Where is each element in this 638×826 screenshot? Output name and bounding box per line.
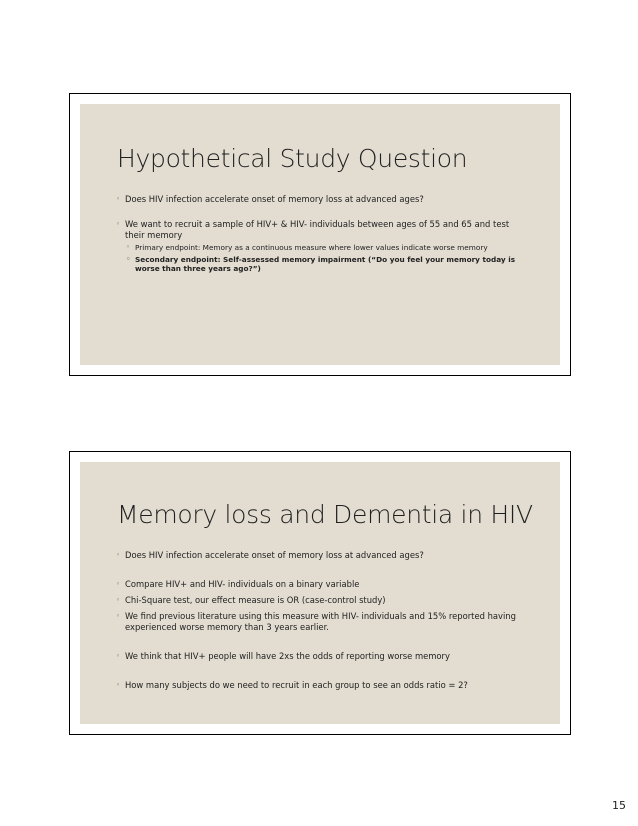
bullet-dot-icon: ◦ xyxy=(116,652,121,660)
bullet-item xyxy=(117,611,520,633)
bullet-text: Does HIV infection accelerate onset of memory loss at advanced ages? xyxy=(125,550,424,560)
sub-bullet-text: Primary endpoint: Memory as a continuous measure where lower values indicate worse memory xyxy=(135,243,488,252)
bullet-dot-icon: ◦ xyxy=(116,580,121,588)
slide-1 xyxy=(80,104,560,365)
sub-bullet-item xyxy=(127,243,520,253)
bullet-item xyxy=(117,595,520,606)
bullet-text: Does HIV infection accelerate onset of memory loss at advanced ages? xyxy=(125,194,424,204)
slide-2-title: Memory loss and Dementia in HIV xyxy=(117,500,533,529)
bullet-item xyxy=(117,194,520,205)
slide-1-bullets xyxy=(117,194,520,274)
bullet-dot-icon: ◦ xyxy=(116,681,121,689)
bullet-text: Chi-Square test, our effect measure is OR (case-control study) xyxy=(125,595,386,605)
slide-1-title: Hypothetical Study Question xyxy=(117,144,468,173)
bullet-dot-icon: ◦ xyxy=(126,254,131,263)
bullet-text: We think that HIV+ people will have 2xs the odds of reporting worse memory xyxy=(125,651,450,661)
bullet-dot-icon: ◦ xyxy=(116,612,121,620)
bullet-text: We find previous literature using this measure with HIV- individuals and 15% reported having experienced worse memory than 3 years earlier. xyxy=(125,611,516,632)
page-number: 15 xyxy=(612,799,626,812)
bullet-item xyxy=(117,680,520,691)
bullet-dot-icon: ◦ xyxy=(116,195,121,203)
bullet-dot-icon: ◦ xyxy=(116,596,121,604)
bullet-dot-icon: ◦ xyxy=(116,551,121,559)
bullet-item xyxy=(117,579,520,590)
bullet-text: We want to recruit a sample of HIV+ & HIV- individuals between ages of 55 and 65 and test their memory xyxy=(125,219,510,240)
sub-bullet-item xyxy=(127,255,520,274)
bullet-text: Compare HIV+ and HIV- individuals on a binary variable xyxy=(125,579,360,589)
slide-2-bullets xyxy=(117,550,520,691)
slide-2-frame xyxy=(69,451,571,735)
bullet-text: How many subjects do we need to recruit in each group to see an odds ratio = 2? xyxy=(125,680,468,690)
sub-bullet-text: Secondary endpoint: Self-assessed memory impairment (“Do you feel your memory today is worse than three years ago?”) xyxy=(135,254,516,273)
bullet-item xyxy=(117,550,520,561)
bullet-item xyxy=(117,219,520,241)
bullet-dot-icon: ◦ xyxy=(116,220,121,228)
bullet-dot-icon: ◦ xyxy=(126,243,131,251)
slide-1-frame xyxy=(69,93,571,376)
bullet-item xyxy=(117,651,520,662)
slide-2 xyxy=(80,462,560,724)
